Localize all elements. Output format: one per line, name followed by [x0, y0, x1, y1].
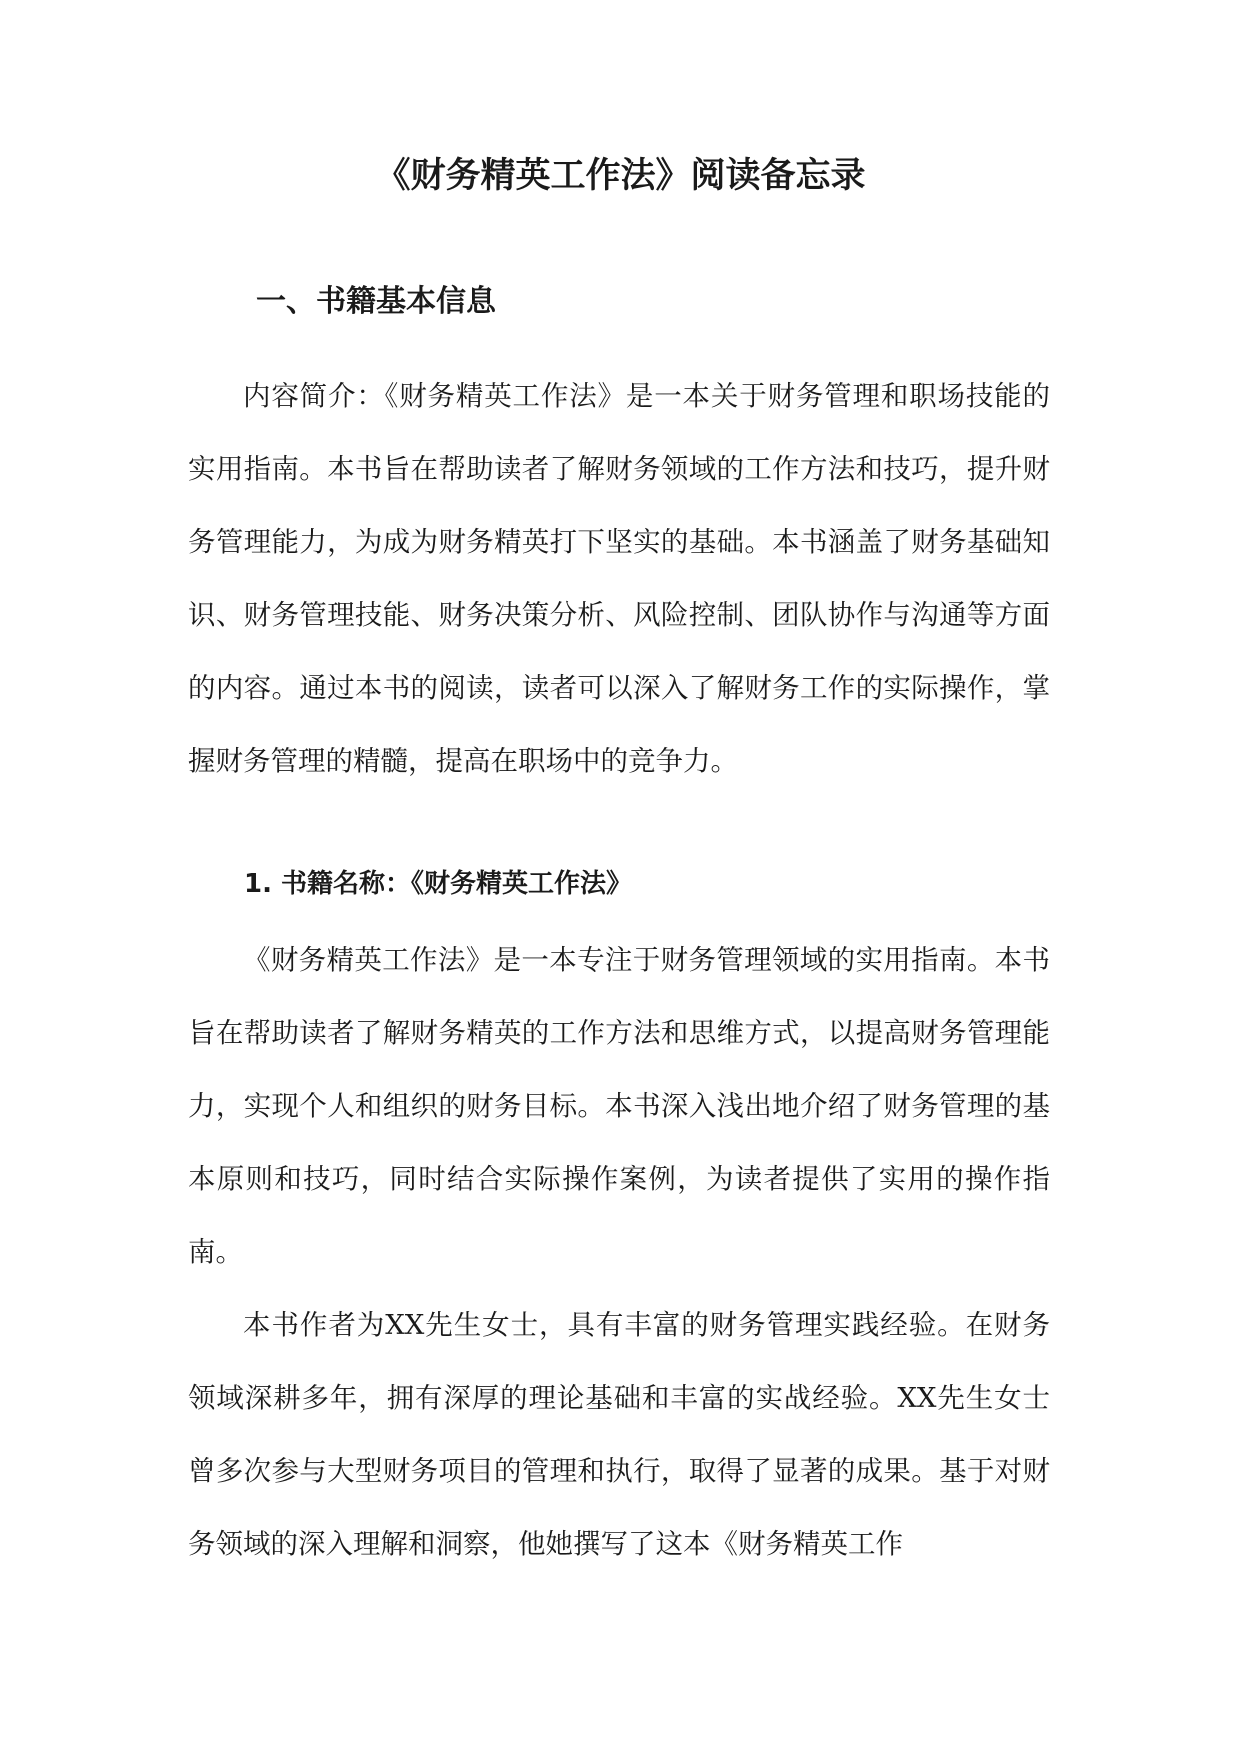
- section-heading-book-info: 一、书籍基本信息: [256, 284, 496, 319]
- content-summary-paragraph: 内容简介：《财务精英工作法》是一本关于财务管理和职场技能的实用指南。本书旨在帮助读者了解财务领域的工作方法和技巧，提升财务管理能力，为成为财务精英打下坚实的基础。本书涵盖了财务基础知识、财务管理技能、财务决策分析、风险控制、团队协作与沟通等方面的内容。通过本书的阅读，读者可以深入了解财务工作的实际操作，掌握财务管理的精髓，提高在职场中的竞争力。: [188, 380, 1050, 777]
- book-description-paragraph: 《财务精英工作法》是一本专注于财务管理领域的实用指南。本书旨在帮助读者了解财务精英的工作方法和思维方式，以提高财务管理能力，实现个人和组织的财务目标。本书深入浅出地介绍了财务管理的基本原则和技巧，同时结合实际操作案例，为读者提供了实用的操作指南。: [188, 944, 1050, 1268]
- subheading-book-name: 1. 书籍名称：《财务精英工作法》: [244, 869, 633, 899]
- document-title: 《财务精英工作法》阅读备忘录: [375, 156, 866, 196]
- author-paragraph: 本书作者为XX先生女士，具有丰富的财务管理实践经验。在财务领域深耕多年，拥有深厚的理论基础和丰富的实战经验。XX先生女士曾多次参与大型财务项目的管理和执行，取得了显著的成果。基于对财务领域的深入理解和洞察，他她撰写了这本《财务精英工作: [188, 1309, 1050, 1560]
